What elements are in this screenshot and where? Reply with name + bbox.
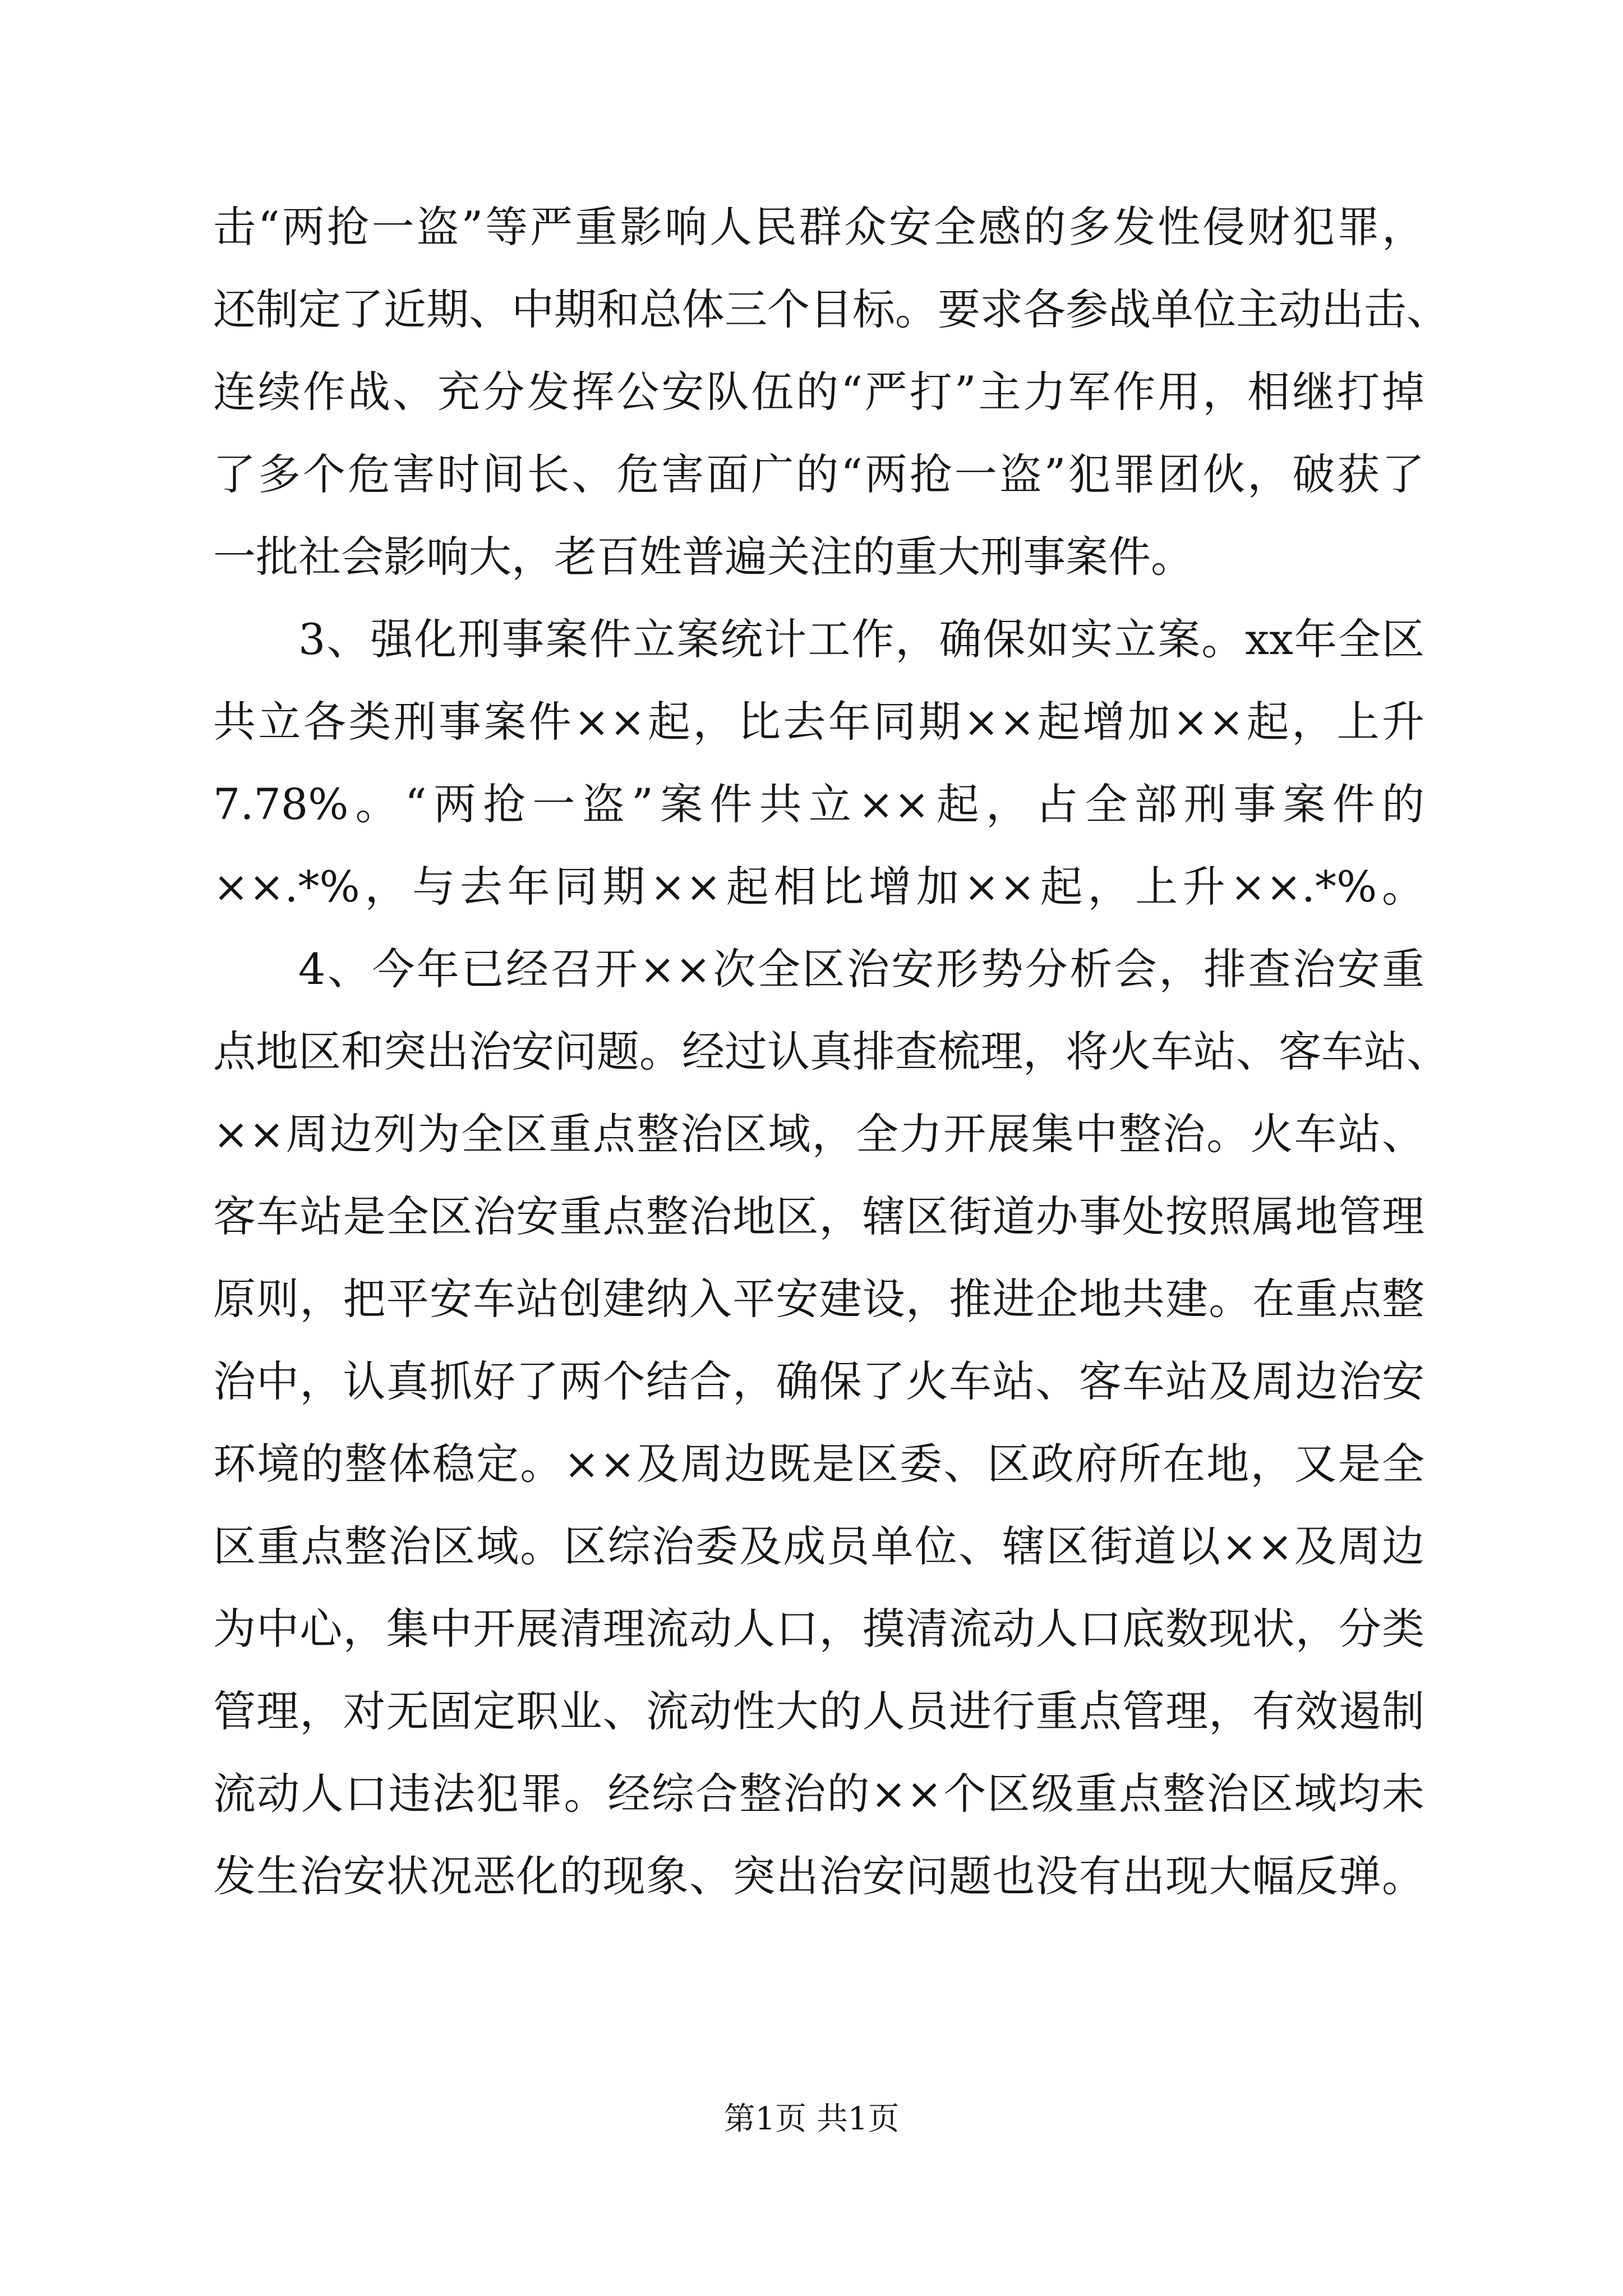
text-line: 客车站是全区治安重点整治地区，辖区街道办事处按照属地管理	[213, 1191, 1424, 1241]
text-line: 区重点整治区域。区综治委及成员单位、辖区街道以××及周边	[213, 1521, 1424, 1571]
text-line: 还制定了近期、中期和总体三个目标。要求各参战单位主动出击、	[213, 284, 1449, 334]
paragraph-first-line: 4、今年已经召开××次全区治安形势分析会，排查治安重	[298, 944, 1424, 994]
page-footer: 第1页 共1页	[723, 2101, 900, 2137]
text-line: 治中，认真抓好了两个结合，确保了火车站、客车站及周边治安	[213, 1356, 1424, 1406]
text-line: 7.78%。“两抢一盗”案件共立××起，占全部刑事案件的	[213, 779, 1424, 829]
text-line: 管理，对无固定职业、流动性大的人员进行重点管理，有效遏制	[213, 1686, 1424, 1736]
text-line: 了多个危害时间长、危害面广的“两抢一盗”犯罪团伙，破获了	[213, 449, 1424, 499]
text-line: ××周边列为全区重点整治区域，全力开展集中整治。火车站、	[213, 1109, 1424, 1159]
paragraph-first-line: 3、强化刑事案件立案统计工作，确保如实立案。xx年全区	[298, 614, 1424, 664]
text-line: 原则，把平安车站创建纳入平安建设，推进企地共建。在重点整	[213, 1274, 1424, 1324]
text-line: 一批社会影响大，老百姓普遍关注的重大刑事案件。	[213, 532, 1193, 582]
text-line: 点地区和突出治安问题。经过认真排查梳理，将火车站、客车站、	[213, 1027, 1449, 1076]
text-line: ××.*%，与去年同期××起相比增加××起，上升××.*%。	[213, 862, 1424, 912]
text-line: 发生治安状况恶化的现象、突出治安问题也没有出现大幅反弹。	[213, 1851, 1424, 1901]
text-line: 环境的整体稳定。××及周边既是区委、区政府所在地，又是全	[213, 1439, 1424, 1489]
text-line: 流动人口违法犯罪。经综合整治的××个区级重点整治区域均未	[213, 1769, 1424, 1819]
text-line: 击“两抢一盗”等严重影响人民群众安全感的多发性侵财犯罪，	[213, 202, 1424, 252]
text-line: 共立各类刑事案件××起，比去年同期××起增加××起，上升	[213, 697, 1424, 747]
text-line: 为中心，集中开展清理流动人口，摸清流动人口底数现状，分类	[213, 1604, 1424, 1654]
text-line: 连续作战、充分发挥公安队伍的“严打”主力军作用，相继打掉	[213, 367, 1424, 417]
